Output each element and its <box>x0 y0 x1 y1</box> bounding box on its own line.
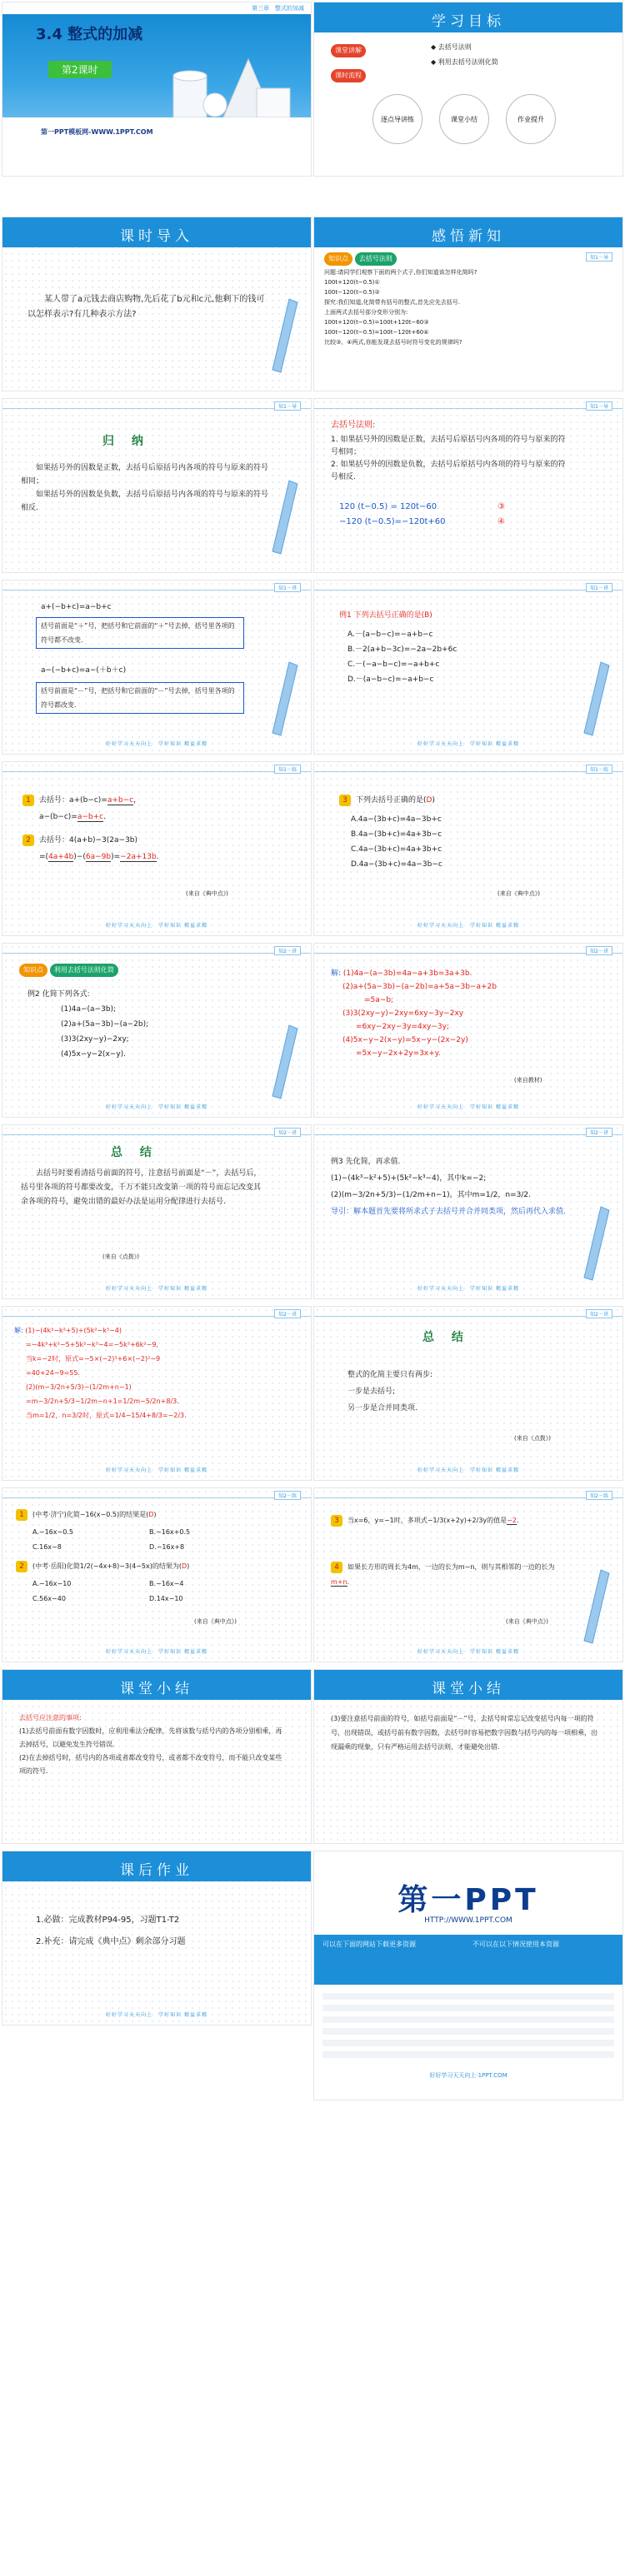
slide-practice-3 <box>2 1487 312 1662</box>
slide-code: 知1－练 <box>586 765 612 774</box>
knowledge-title: 去括号法则 <box>355 252 397 266</box>
option-c-2: C.56x−40 <box>32 1595 66 1602</box>
footer: 好好学习天天向上 学好知识 精益求精 <box>106 1467 208 1473</box>
option-d: D.－(a−b−c)=−a+b−c <box>348 675 434 684</box>
example-eq-1: 120 (t−0.5) = 120t−60 <box>339 502 438 511</box>
geometry-shapes-image <box>157 42 298 122</box>
slide-code: 知2－练 <box>274 1491 301 1500</box>
practice-2: 2 去括号：4(a+b)−3(2a−3b) <box>22 834 138 847</box>
source-note: (来自《典中点》) <box>506 1618 548 1625</box>
slide-code: 知2－练 <box>586 1491 612 1500</box>
intro-text: 某人带了a元钱去商店购物,先后花了b元和c元,他剩下的钱可以怎样表示?有几种表示方法? <box>28 295 265 319</box>
slide-code: 知2－讲 <box>586 946 612 955</box>
slide-title <box>2 2 312 177</box>
item-2: (2)a+(5a−3b)−(a−2b); <box>61 1020 149 1029</box>
solution-line-7: =5x−y−2x+2y=3x+y. <box>356 1049 441 1058</box>
summary-line-1: 整式的化简主要只有两步: <box>348 1371 433 1379</box>
slide-title-text: 课堂小结 <box>432 1681 505 1697</box>
slide-practice-4 <box>313 1487 623 1662</box>
summary-line-3: 另一步是合并同类项. <box>348 1404 418 1413</box>
expr-line-1: 100t+120(t−0.5)① <box>324 279 380 286</box>
end-footer: 好好学习天天向上·1PPT.COM <box>429 2072 508 2079</box>
slide-code: 知1－练 <box>274 765 301 774</box>
slide-summary-1 <box>2 398 312 573</box>
pen-icon <box>264 472 302 556</box>
option-d: D.4a−(3b+c)=4a−3b−c <box>351 860 442 869</box>
slide-code: 知1－讲 <box>586 583 612 592</box>
option-b: B.－2(a+b−3c)=−2a−2b+6c <box>348 645 458 654</box>
footer: 好好学习天天向上 学好知识 精益求精 <box>418 1649 519 1655</box>
pen-icon <box>264 654 302 737</box>
example-question: 例1 下列去括号正确的是(B) <box>339 611 432 620</box>
solution-line-3: 当k=−2时，原式=−5×(−2)³+6×(−2)²−9 <box>26 1355 161 1363</box>
rule-1: 1. 如果括号外的因数是正数，去括号后原括号内各项的符号与原来的符号相同； <box>331 436 566 456</box>
slide-example-1 <box>313 580 623 755</box>
summary-line-1: (1)去括号前面有数字因数时，应利用乘法分配律，先将该数与括号内的各项分别相乘，再去掉括号，以避免发生符号错误. <box>19 1727 282 1748</box>
slide-title-text: 学习目标 <box>432 13 505 30</box>
summary-line-2: (2)在去掉括号时，括号内的各项或者都改变符号，或者都不改变符号，而不能只改变某些项的符号. <box>19 1754 282 1775</box>
option-c: C.－(−a−b−c)=−a+b+c <box>348 660 440 669</box>
goal-2: ◆ 利用去括号法则化简 <box>431 58 498 66</box>
summary-line-3: (3)要注意括号前面的符号，如括号前面是“－”号，去括号时常忘记改变括号内每一项的符号，出现错误，或括号前有数字因数，去括号时容易把数字因数与括号内的每一项相乘，出现漏乘的现象，只有严格运用去括号法则，才能避免出错. <box>331 1715 598 1751</box>
example-eq-2: −120 (t−0.5)=−120t+60 <box>339 517 446 526</box>
slide-code: 知1－讲 <box>274 583 301 592</box>
footer: 好好学习天天向上 学好知识 精益求精 <box>418 741 519 747</box>
practice-question-4: 4 如果长方形的周长为4m，一边的长为m−n，则与其相邻的一边的长为m+n. <box>331 1563 555 1586</box>
pen-icon <box>264 291 302 374</box>
slide-knowledge-1 <box>313 217 623 391</box>
footer: 好好学习天天向上 学好知识 精益求精 <box>106 923 208 929</box>
option-b: B.−16x+0.5 <box>149 1528 191 1536</box>
footer: 好好学习天天向上 学好知识 精益求精 <box>106 1286 208 1292</box>
slide-code: 知2－讲 <box>274 946 301 955</box>
item-2: (2)(m−3/2n+5/3)−(1/2m+n−1)，其中m=1/2，n=3/2. <box>331 1191 532 1199</box>
summary-heading: 去括号应注意的事项: <box>19 1714 82 1721</box>
option-d: D.−16x+8 <box>149 1543 185 1551</box>
example-title: 例2 化简下列各式: <box>28 990 90 999</box>
slide-code: 知1－导 <box>586 252 612 262</box>
practice-question: 3 下列去括号正确的是(D) <box>339 794 435 807</box>
slide-code: 知2－讲 <box>586 1309 612 1318</box>
rule-heading: 去括号法则: <box>331 421 376 430</box>
item-1: (1)4a−(a−3b); <box>61 1005 117 1014</box>
option-a: A.−16x−0.5 <box>32 1528 73 1536</box>
slide-code: 知2－讲 <box>274 1128 301 1137</box>
option-b: B.4a−(3b+c)=4a+3b−c <box>351 830 442 839</box>
slide-class-summary-1 <box>2 1669 312 1844</box>
slide-code: 知1－导 <box>586 401 612 411</box>
footer: 好好学习天天向上 学好知识 精益求精 <box>418 923 519 929</box>
practice-question-3: 3 当x=6，y=−1时，多项式−1/3(x+2y)+2/3y的值是−2. <box>331 1513 572 1528</box>
flow-step-1: 逐点导讲练 <box>372 94 422 144</box>
slide-title-text: 课时导入 <box>120 228 193 245</box>
solution-line-4: =40+24−9=55. <box>26 1369 80 1377</box>
pen-icon <box>576 654 614 737</box>
rule-2: 2. 如果括号外的因数是负数，去括号后原括号内各项的符号与原来的符号相反. <box>331 461 566 481</box>
slide-code: 知2－讲 <box>274 1309 301 1318</box>
explore-line: 探究:我们知道,化简带有括号的整式,首先应先去括号. <box>324 299 461 306</box>
option-d-2: D.14x−10 <box>149 1595 183 1602</box>
solution-line-2: =−4k³+k²−5+5k²−k³−4=−5k³+6k²−9, <box>26 1341 158 1348</box>
summary-heading: 总 结 <box>422 1331 470 1344</box>
knowledge-title: 利用去括号法则化简 <box>50 964 118 977</box>
slide-code: 知1－导 <box>274 401 301 411</box>
source-note: (来自教材) <box>514 1077 542 1084</box>
footer: 好好学习天天向上 学好知识 精益求精 <box>418 1286 519 1292</box>
practice-2b: =(4a+4b)−(6a−9b)=−2a+13b. <box>39 853 159 861</box>
solution-line-4: (3)3(2xy−y)−2xy=6xy−3y−2xy <box>342 1009 464 1018</box>
slide-title-text: 课后作业 <box>120 1862 193 1879</box>
slide-title-text: 感悟新知 <box>432 228 505 245</box>
rule-2: 如果括号外的因数是负数，去括号后原括号内各项的符号与原来的符号相反. <box>21 491 269 512</box>
pen-icon <box>576 1562 614 1645</box>
footer: 好好学习天天向上 学好知识 精益求精 <box>106 2012 208 2018</box>
slide-rule <box>313 398 623 573</box>
link-list <box>322 1993 614 2060</box>
option-b-2: B.−16x−4 <box>149 1580 184 1587</box>
expr-line-2: 100t−120(t−0.5)② <box>324 289 380 296</box>
option-c: C.4a−(3b+c)=4a+3b+c <box>351 845 442 854</box>
section-tag: 课堂讲解 <box>331 44 366 57</box>
practice-question-1: 1 (中考·济宁)化简−16(x−0.5)的结果是(D) <box>16 1508 157 1522</box>
brand-text: 第一PPT模板网-WWW.1PPT.COM <box>41 128 153 136</box>
slide-practice-1 <box>2 761 312 936</box>
mark-4: ④ <box>498 517 505 526</box>
chapter-label: 第三章 整式的加减 <box>252 5 304 12</box>
footer: 好好学习天天向上 学好知识 精益求精 <box>418 1467 519 1473</box>
homework-2: 2.补充：请完成《典中点》剩余部分习题 <box>36 1937 186 1946</box>
option-a: A.4a−(3b+c)=4a−3b+c <box>351 815 442 824</box>
equation-1: a+(−b+c)=a−b+c <box>41 603 112 611</box>
plus-rule: 括号前面是“＋”号，把括号和它前面的“＋”号去掉，括号里各项的符号都不改变. <box>41 622 235 644</box>
practice-question-2: 2 (中考·岳阳)化简1/2(−4x+8)−3(4−5x)的结果为(D) <box>16 1560 189 1573</box>
practice-1b: a−(b−c)=a−b+c. <box>39 813 106 821</box>
flow-step-2: 课堂小结 <box>439 94 489 144</box>
item-3: (3)3(2xy−y)−2xy; <box>61 1035 129 1044</box>
slide-end <box>313 1851 623 2100</box>
expr-line-4: 100t−120(t−0.5)=100t−120t+60④ <box>324 329 429 336</box>
solution-line-5: (2)(m−3/2n+5/3)−(1/2m+n−1) <box>26 1383 132 1391</box>
slide-knowledge-2 <box>2 943 312 1118</box>
solution-line-1: 解: (1)−(4k³−k²+5)+(5k²−k³−4) <box>14 1327 122 1334</box>
solution-line-5: =6xy−2xy−3y=4xy−3y; <box>356 1023 449 1031</box>
knowledge-tag: 知识点 <box>324 252 352 266</box>
slide-intro <box>2 217 312 391</box>
compare-line: 比较③、④两式,你能发现去括号时符号变化的规律吗? <box>324 339 462 346</box>
slide-code: 知2－讲 <box>586 1128 612 1137</box>
minus-rule: 括号前面是“－”号，把括号和它前面的“－”号去掉，括号里各项的符号都改变. <box>41 687 235 709</box>
lesson-title: 3.4 整式的加减 <box>36 26 143 43</box>
slide-summary-2 <box>2 1124 312 1299</box>
hint-text: 导引：解本题首先要将所求式子去括号并合并同类项，然后再代入求值. <box>331 1208 566 1216</box>
pen-icon <box>576 1198 614 1282</box>
solution-line-6: =m−3/2n+5/3−1/2m−n+1=1/2m−5/2n+8/3. <box>26 1398 179 1405</box>
section-tag-2: 课时流程 <box>331 69 366 82</box>
slide-solution-3 <box>2 1306 312 1481</box>
footer: 好好学习天天向上 学好知识 精益求精 <box>106 1649 208 1655</box>
solution-line-2: (2)a+(5a−3b)−(a−2b)=a+5a−3b−a+2b <box>342 983 497 991</box>
knowledge-tag: 知识点 <box>19 964 48 977</box>
equation-2: a−(−b+c)=a−(＋b＋c) <box>41 666 127 675</box>
option-c: C.16x−8 <box>32 1543 62 1551</box>
slide-class-summary-2 <box>313 1669 623 1844</box>
lesson-badge: 第2课时 <box>48 61 112 78</box>
slide-title-text: 课堂小结 <box>120 1681 193 1697</box>
example-title: 例3 先化简，再求值. <box>331 1158 401 1166</box>
pen-icon <box>264 1017 302 1100</box>
mark-3: ③ <box>498 502 505 511</box>
footer: 好好学习天天向上 学好知识 精益求精 <box>106 1104 208 1110</box>
source-note: (来自《点拨》) <box>514 1435 551 1442</box>
solution-line-6: (4)5x−y−2(x−y)=5x−y−(2x−2y) <box>342 1036 468 1044</box>
explore-line-2: 上面两式去括号部分变形分别为: <box>324 309 408 316</box>
summary-line-2: 一步是去括号; <box>348 1388 396 1396</box>
footer: 好好学习天天向上 学好知识 精益求精 <box>418 1104 519 1110</box>
brand-logo: 第一PPT <box>398 1883 539 1917</box>
item-4: (4)5x−y−2(x−y). <box>61 1050 127 1059</box>
source-note: (来自《典中点》) <box>186 890 228 897</box>
summary-heading: 总 结 <box>111 1146 158 1159</box>
slide-homework <box>2 1851 312 2025</box>
solution-line-7: 当m=1/2，n=3/2时，原式=1/4−15/4+8/3=−2/3. <box>26 1412 187 1419</box>
slide-example-3 <box>313 1124 623 1299</box>
footer: 好好学习天天向上 学好知识 精益求精 <box>106 741 208 747</box>
rule-1: 如果括号外的因数是正数，去括号后原括号内各项的符号与原来的符号相同； <box>21 464 269 486</box>
summary-text: 去括号时要看清括号前面的符号，注意括号前面是“－”，去括号后，括号里各项的符号都要改变，千万不能只改变第一项的符号而忘记改变其余各项的符号，避免出错的最好办法是运用分配律进行去括号. <box>21 1169 262 1206</box>
goal-1: ◆ 去括号法则 <box>431 43 472 51</box>
resource-note-2: 不可以在以下情况使用本资源 <box>472 1941 559 1948</box>
option-a-2: A.−16x−10 <box>32 1580 72 1587</box>
source-note: (来自《点拨》) <box>102 1253 139 1260</box>
homework-1: 1.必做：完成教材P94-95，习题T1-T2 <box>36 1916 180 1925</box>
slide-summary-3 <box>313 1306 623 1481</box>
solution-line-3: =5a−b; <box>364 996 394 1004</box>
slide-sign-rule <box>2 580 312 755</box>
slide-goals <box>313 2 623 177</box>
resource-note-1: 可以在下面的网站下载更多资源 <box>322 1941 416 1948</box>
summary-heading: 归 纳 <box>102 435 150 448</box>
practice-1: 1 去括号：a+(b−c)=a+b−c， <box>22 794 141 807</box>
flow-step-3: 作业提升 <box>506 94 556 144</box>
brand-url: HTTP://WWW.1PPT.COM <box>424 1916 512 1925</box>
item-1: (1)−(4k³−k²+5)+(5k²−k³−4)，其中k=−2; <box>331 1174 487 1183</box>
solution-line-1: 解: (1)4a−(a−3b)=4a−a+3b=3a+3b. <box>331 969 472 978</box>
source-note: (来自《典中点》) <box>498 890 540 897</box>
source-note: (来自《典中点》) <box>194 1618 237 1625</box>
option-a: A.－(a−b−c)=−a+b−c <box>348 630 433 639</box>
expr-line-3: 100t+120(t−0.5)=100t+120t−60③ <box>324 319 429 326</box>
slide-solution-1 <box>313 943 623 1118</box>
problem-line: 问题:请同学们观察下面的两个式子,你们知道该怎样化简吗? <box>324 269 478 276</box>
slide-practice-2 <box>313 761 623 936</box>
